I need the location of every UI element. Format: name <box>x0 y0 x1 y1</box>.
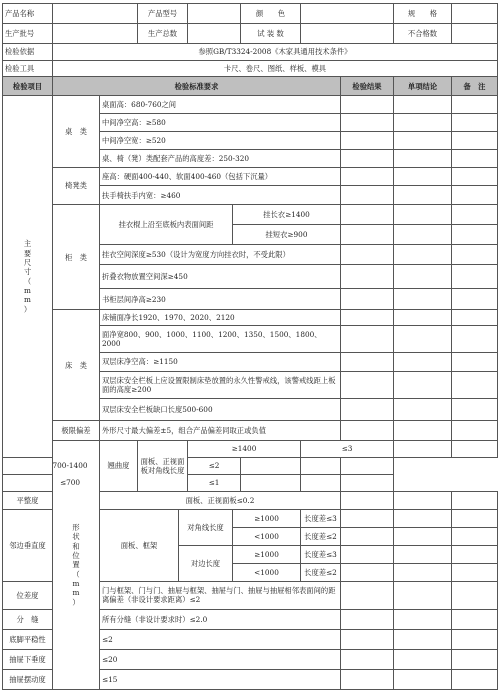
result-cell[interactable] <box>341 510 394 528</box>
conclusion-cell[interactable] <box>301 458 341 475</box>
result-cell[interactable] <box>341 421 394 441</box>
warp-limit: ≤3 <box>301 441 394 458</box>
conclusion-cell[interactable] <box>394 353 452 372</box>
warp-range: ≥1400 <box>188 441 301 458</box>
cabinet-category-label: 柜 类 <box>53 205 100 310</box>
remark-cell[interactable] <box>452 528 498 546</box>
conclusion-cell[interactable] <box>394 630 452 650</box>
remark-cell[interactable] <box>452 149 498 167</box>
requirement-text: ≤15 <box>100 669 341 689</box>
form-position-section-label: 形 状 和 位 置 （ m m ） <box>53 441 100 690</box>
remark-cell[interactable] <box>452 546 498 564</box>
remark-cell[interactable] <box>452 186 498 205</box>
batch-no-field[interactable] <box>53 23 138 43</box>
result-cell[interactable] <box>394 441 452 458</box>
conclusion-cell[interactable] <box>394 149 452 167</box>
requirement-text: 桌、椅（凳）类配套产品的高度差：250-320 <box>100 149 341 167</box>
requirement-text: ≤2 <box>100 630 341 650</box>
warp-range: ≤700 <box>3 474 138 491</box>
requirement-text: 挂长衣≥1400 <box>233 205 341 225</box>
chair-category-label: 椅凳类 <box>53 167 100 205</box>
table-row <box>3 205 498 225</box>
remark-cell[interactable] <box>452 225 498 245</box>
table-row <box>3 167 498 186</box>
result-cell[interactable] <box>341 265 394 289</box>
requirement-text: 挂衣空间深度≥530（设计为宽度方向挂衣时，不受此限） <box>100 245 341 265</box>
result-cell[interactable] <box>341 289 394 310</box>
requirement-text: 床铺面净长1920、1970、2020、2120 <box>100 310 341 326</box>
requirement-text: 中间净空宽：≥520 <box>100 131 341 149</box>
requirement-text: 双层床净空高：≥1150 <box>100 353 341 372</box>
result-cell[interactable] <box>341 186 394 205</box>
perp-condition: <1000 <box>233 563 301 581</box>
perp-condition: ≥1000 <box>233 510 301 528</box>
result-cell[interactable] <box>341 325 394 352</box>
remark-cell[interactable] <box>452 372 498 399</box>
spec-label: 规 格 <box>394 4 452 24</box>
color-field[interactable] <box>301 4 394 24</box>
remark-cell[interactable] <box>452 289 498 310</box>
product-model-label: 产品型号 <box>138 4 188 24</box>
table-row <box>3 96 498 114</box>
remark-cell[interactable] <box>452 205 498 225</box>
header-remark: 备 注 <box>452 77 498 96</box>
drawer-swing-label: 抽屉摆动度 <box>3 669 53 689</box>
remark-cell[interactable] <box>452 581 498 609</box>
result-cell[interactable] <box>341 491 394 510</box>
conclusion-cell[interactable] <box>394 649 452 669</box>
result-cell[interactable] <box>341 563 394 581</box>
requirement-text: 双层床安全栏板上应设置限制床垫放置的永久性警戒线，该警戒线距上板面的高度≥200 <box>100 372 341 399</box>
remark-cell[interactable] <box>341 474 394 491</box>
tools-label: 检验工具 <box>3 60 53 77</box>
sample-qty-field[interactable] <box>301 23 394 43</box>
remark-cell[interactable] <box>452 245 498 265</box>
table-row <box>3 310 498 326</box>
flatness-label: 平整度 <box>3 491 53 510</box>
requirement-text: ≤20 <box>100 649 341 669</box>
remark-cell[interactable] <box>452 491 498 510</box>
requirement-text: 面板、正视面板≤0.2 <box>100 491 341 510</box>
result-cell[interactable] <box>341 610 394 630</box>
info-row-2 <box>3 23 498 43</box>
warp-limit: ≤2 <box>188 458 241 475</box>
remark-cell[interactable] <box>452 399 498 421</box>
side-length-label: 对边长度 <box>179 546 233 582</box>
result-cell[interactable] <box>241 458 301 475</box>
conclusion-cell[interactable] <box>394 399 452 421</box>
color-label: 颜 色 <box>241 4 301 24</box>
result-cell[interactable] <box>341 205 394 225</box>
requirement-text: 座高：硬面400-440、软面400-460（包括下沉量） <box>100 167 341 186</box>
hanger-distance-label: 挂衣棍上沿至底板内表面间距 <box>100 205 233 245</box>
remark-cell[interactable] <box>452 96 498 114</box>
conclusion-cell[interactable] <box>394 528 452 546</box>
conclusion-cell[interactable] <box>452 441 498 458</box>
conclusion-cell[interactable] <box>394 669 452 689</box>
perp-diff: 长度差≤2 <box>301 563 341 581</box>
tolerance-label: 极限偏差 <box>53 421 100 441</box>
basis-value: 参照GB/T3324-2008《木家具通用技术条件》 <box>53 43 498 60</box>
remark-cell[interactable] <box>341 458 394 475</box>
warp-range: 700-1400 <box>3 458 138 475</box>
requirement-text: 双层床安全栏板缺口长度500-600 <box>100 399 341 421</box>
requirement-text: 外形尺寸最大偏差±5，组合产品偏差同取正或负值 <box>100 421 341 441</box>
conclusion-cell[interactable] <box>394 225 452 245</box>
result-cell[interactable] <box>341 528 394 546</box>
conclusion-cell[interactable] <box>394 510 452 528</box>
result-cell[interactable] <box>341 167 394 186</box>
warp-limit: ≤1 <box>188 474 241 491</box>
conclusion-cell[interactable] <box>394 421 452 441</box>
remark-cell[interactable] <box>452 167 498 186</box>
result-cell[interactable] <box>341 96 394 114</box>
result-cell[interactable] <box>341 310 394 326</box>
conclusion-cell[interactable] <box>394 265 452 289</box>
conclusion-cell[interactable] <box>394 325 452 352</box>
basis-label: 检验依据 <box>3 43 53 60</box>
conclusion-cell[interactable] <box>394 186 452 205</box>
conclusion-cell[interactable] <box>394 310 452 326</box>
conclusion-cell[interactable] <box>394 167 452 186</box>
spec-field[interactable] <box>452 4 498 24</box>
remark-cell[interactable] <box>452 669 498 689</box>
result-cell[interactable] <box>341 669 394 689</box>
header-conclusion: 单项结论 <box>394 77 452 96</box>
result-cell[interactable] <box>341 245 394 265</box>
conclusion-cell[interactable] <box>394 245 452 265</box>
remark-cell[interactable] <box>452 649 498 669</box>
requirement-text: 面净宽800、900、1000、1100、1200、1350、1500、1800、2000 <box>100 325 341 352</box>
info-row-1 <box>3 4 498 24</box>
remark-cell[interactable] <box>452 563 498 581</box>
result-cell[interactable] <box>341 630 394 650</box>
perp-diff: 长度差≤2 <box>301 528 341 546</box>
requirement-text: 书柜层间净高≥230 <box>100 289 341 310</box>
result-cell[interactable] <box>341 546 394 564</box>
perp-condition: ≥1000 <box>233 546 301 564</box>
header-requirement: 检验标准要求 <box>53 77 341 96</box>
remark-cell[interactable] <box>452 131 498 149</box>
requirement-text: 挂短衣≥900 <box>233 225 341 245</box>
result-cell[interactable] <box>241 474 301 491</box>
tools-row <box>3 60 498 77</box>
result-cell[interactable] <box>341 131 394 149</box>
remark-cell[interactable] <box>452 510 498 528</box>
perpendicularity-label: 邻边垂直度 <box>3 510 53 581</box>
table-row <box>3 441 498 458</box>
table-row <box>3 458 498 475</box>
result-cell[interactable] <box>341 114 394 132</box>
header-result: 检验结果 <box>341 77 394 96</box>
perp-condition: <1000 <box>233 528 301 546</box>
product-model-field[interactable] <box>188 4 241 24</box>
conclusion-cell[interactable] <box>394 131 452 149</box>
drawer-drop-label: 抽屉下垂度 <box>3 649 53 669</box>
offset-label: 位差度 <box>3 581 53 609</box>
nonconforming-qty-label: 不合格数 <box>394 23 452 43</box>
tools-value: 卡尺、卷尺、图纸、样板、模具 <box>53 60 498 77</box>
product-name-field[interactable] <box>53 4 138 24</box>
remark-cell[interactable] <box>452 421 498 441</box>
table-category-label: 桌 类 <box>53 96 100 167</box>
total-production-label: 生产总数 <box>138 23 188 43</box>
product-name-label: 产品名称 <box>3 4 53 24</box>
result-cell[interactable] <box>341 149 394 167</box>
remark-cell[interactable] <box>452 630 498 650</box>
conclusion-cell[interactable] <box>394 114 452 132</box>
conclusion-cell[interactable] <box>394 581 452 609</box>
basis-row <box>3 43 498 60</box>
table-row <box>3 421 498 441</box>
conclusion-cell[interactable] <box>394 372 452 399</box>
foot-stability-label: 底脚平稳性 <box>3 630 53 650</box>
conclusion-cell[interactable] <box>394 546 452 564</box>
conclusion-cell[interactable] <box>394 96 452 114</box>
batch-no-label: 生产批号 <box>3 23 53 43</box>
perp-diff: 长度差≤3 <box>301 546 341 564</box>
total-production-field[interactable] <box>188 23 241 43</box>
conclusion-cell[interactable] <box>394 491 452 510</box>
remark-cell[interactable] <box>452 265 498 289</box>
result-cell[interactable] <box>341 399 394 421</box>
requirement-text: 扶手椅扶手内宽：≥460 <box>100 186 341 205</box>
requirement-text: 中间净空高：≥580 <box>100 114 341 132</box>
requirement-text: 折叠衣物放置空间深≥450 <box>100 265 341 289</box>
header-item: 检验项目 <box>3 77 53 96</box>
requirement-text: 所有分缝（非设计要求时）≤2.0 <box>100 610 341 630</box>
nonconforming-qty-field[interactable] <box>452 23 498 43</box>
conclusion-cell[interactable] <box>394 610 452 630</box>
warp-desc: 面板、正视面板对角线长度 <box>138 441 188 491</box>
table-row <box>3 474 498 491</box>
perp-diff: 长度差≤3 <box>301 510 341 528</box>
conclusion-cell[interactable] <box>394 289 452 310</box>
column-header-row <box>3 77 498 96</box>
result-cell[interactable] <box>341 649 394 669</box>
remark-cell[interactable] <box>452 610 498 630</box>
remark-cell[interactable] <box>452 353 498 372</box>
perpendicularity-desc: 面板、框架 <box>100 510 179 581</box>
remark-cell[interactable] <box>452 325 498 352</box>
result-cell[interactable] <box>341 353 394 372</box>
requirement-text: 桌面高：680-760之间 <box>100 96 341 114</box>
requirement-text: 门与框架、门与门、抽屉与框架、抽屉与门、抽屉与抽屉相邻表面间的距离偏差（非设计要求距离）≤2 <box>100 581 341 609</box>
gap-label: 分 缝 <box>3 610 53 630</box>
conclusion-cell[interactable] <box>394 205 452 225</box>
conclusion-cell[interactable] <box>394 563 452 581</box>
inspection-form <box>2 3 498 690</box>
remark-cell[interactable] <box>452 114 498 132</box>
sample-qty-label: 试 装 数 <box>241 23 301 43</box>
main-dimensions-section-label: 主 要 尺 寸 （ m m ） <box>3 96 53 458</box>
diagonal-label: 对角线长度 <box>179 510 233 546</box>
result-cell[interactable] <box>341 372 394 399</box>
result-cell[interactable] <box>341 581 394 609</box>
warp-label: 翘曲度 <box>100 441 138 491</box>
remark-cell[interactable] <box>452 310 498 326</box>
result-cell[interactable] <box>341 225 394 245</box>
bed-category-label: 床 类 <box>53 310 100 421</box>
conclusion-cell[interactable] <box>301 474 341 491</box>
